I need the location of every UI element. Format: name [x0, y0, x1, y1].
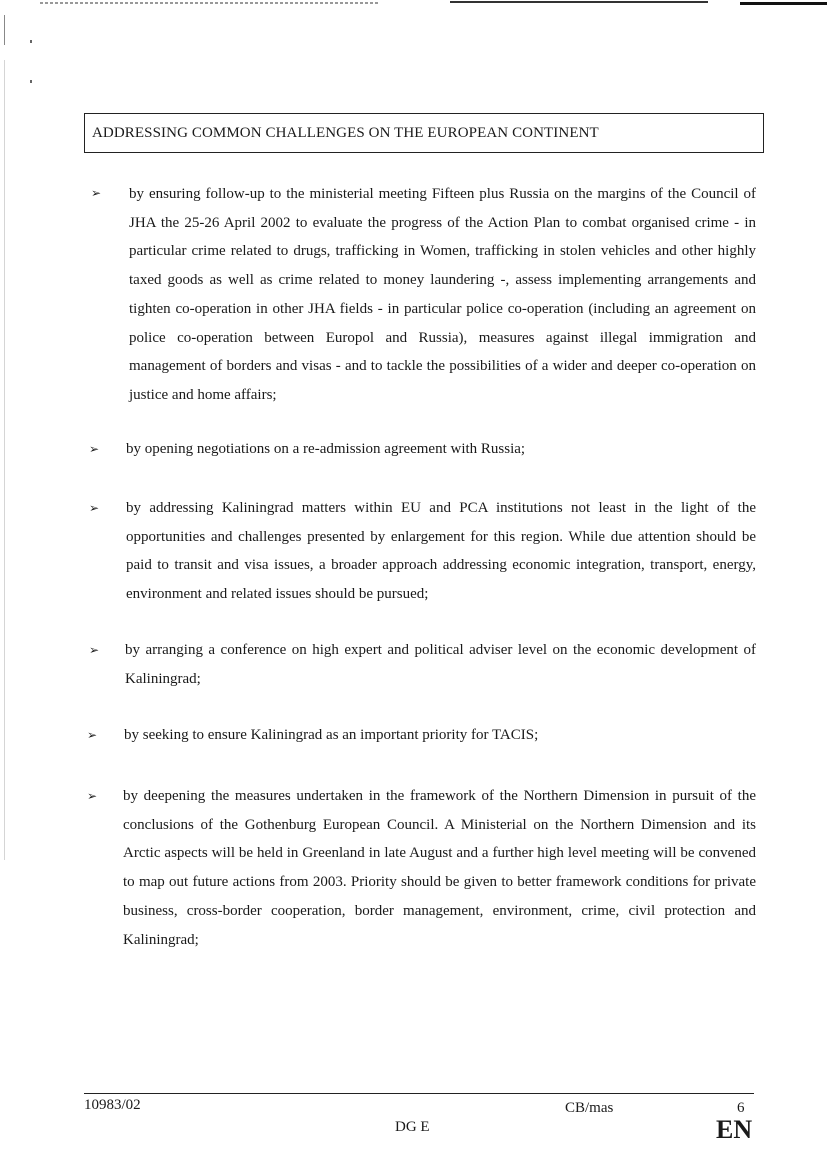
- scan-artifact: [4, 15, 5, 45]
- list-item-text: by arranging a conference on high expert and political adviser level on the economic development of Kaliningrad;: [125, 642, 756, 687]
- list-item-text: by seeking to ensure Kaliningrad as an important priority for TACIS;: [124, 727, 539, 743]
- arrow-bullet-icon: ➢: [89, 501, 100, 515]
- list-item-text: by deepening the measures undertaken in the framework of the Northern Dimension in pursuit of the conclusions of the Gothenburg European Council. A Ministerial on the Northern Dimension and its Arctic aspects will be held in Greenland in late August and a further high level meeting will be convened to map out future actions from 2003. Priority should be given to better framework conditions for private business, cross-border cooperation, border management, environment, crime, civil protection and Kaliningrad;: [123, 788, 756, 948]
- arrow-bullet-icon: ➢: [91, 186, 102, 200]
- list-item-text: by addressing Kaliningrad matters within EU and PCA institutions not least in the light of the opportunities and challenges presented by enlargement for this region. While due attention should be paid to transit and visa issues, a broader approach addressing economic integration, transport, energy, environment and related issues should be pursued;: [126, 500, 756, 603]
- list-item-text: by ensuring follow-up to the ministerial meeting Fifteen plus Russia on the margins of the Council of JHA the 25-26 April 2002 to evaluate the progress of the Action Plan to combat organised crime - in particular crime related to drugs, trafficking in Women, trafficking in stolen vehicles and other highly taxed goods as well as crime related to money laundering -, assess implementing arrangements and tighten co-operation in other JHA fields - in particular police co-operation (including an agreement on police co-operation between Europol and Russia), measures against illegal immigration and management of borders and visas - and to tackle the possibilities of a wider and deeper co-operation on justice and home affairs;: [129, 186, 756, 403]
- language-code: EN: [716, 1115, 753, 1144]
- scan-artifact: [4, 60, 5, 860]
- arrow-bullet-icon: ➢: [87, 789, 98, 803]
- document-number: 10983/02: [84, 1097, 141, 1113]
- page-number: 6: [737, 1100, 745, 1116]
- scan-artifact: [740, 2, 827, 5]
- scan-artifact: [30, 80, 32, 83]
- section-heading-box: [84, 113, 764, 153]
- arrow-bullet-icon: ➢: [89, 643, 100, 657]
- scan-artifact: [40, 2, 380, 4]
- scan-artifact: [450, 1, 708, 3]
- section-heading: ADDRESSING COMMON CHALLENGES ON THE EUROPEAN CONTINENT: [92, 124, 599, 141]
- department: DG E: [395, 1119, 430, 1135]
- list-item-text: by opening negotiations on a re-admission agreement with Russia;: [126, 441, 526, 457]
- arrow-bullet-icon: ➢: [87, 728, 98, 742]
- scan-artifact: [30, 40, 32, 43]
- footer-divider: [84, 1093, 754, 1094]
- author-initials: CB/mas: [565, 1100, 614, 1116]
- arrow-bullet-icon: ➢: [89, 442, 100, 456]
